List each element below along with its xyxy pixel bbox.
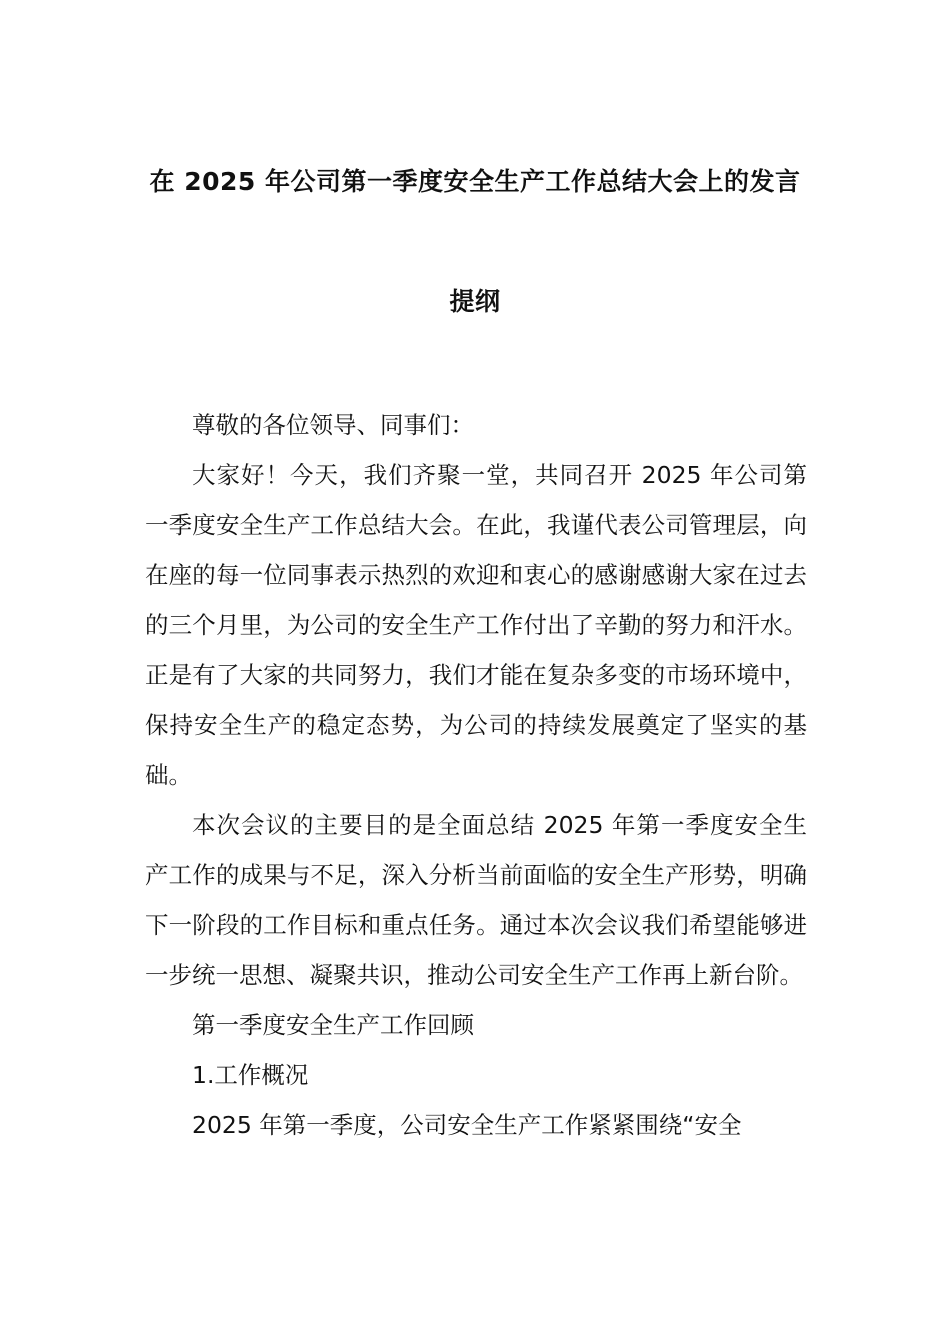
subsection-heading: 1.工作概况 (192, 1061, 309, 1089)
document-body (145, 400, 807, 1150)
document-subtitle: 提纲 (449, 287, 501, 316)
document-title: 在 2025 年公司第一季度安全生产工作总结大会上的发言 (149, 167, 801, 196)
overview-paragraph: 2025 年第一季度，公司安全生产工作紧紧围绕“安全 (192, 1111, 742, 1139)
salutation-paragraph: 尊敬的各位领导、同事们： (192, 411, 474, 439)
section-heading: 第一季度安全生产工作回顾 (192, 1011, 474, 1039)
opening-paragraph: 大家好！今天，我们齐聚一堂，共同召开 2025 年公司第一季度安全生产工作总结大会。在此，我谨代表公司管理层，向在座的每一位同事表示热烈的欢迎和衷心的感谢感谢大家在过去的三个月里，为公司的安全生产工作付出了辛勤的努力和汗水。正是有了大家的共同努力，我们才能在复杂多变的市场环境中，保持安全生产的稳定态势，为公司的持续发展奠定了坚实的基础。 (145, 461, 807, 789)
purpose-paragraph: 本次会议的主要目的是全面总结 2025 年第一季度安全生产工作的成果与不足，深入分析当前面临的安全生产形势，明确下一阶段的工作目标和重点任务。通过本次会议我们希望能够进一步统一思想、凝聚共识，推动公司安全生产工作再上新台阶。 (145, 811, 807, 989)
